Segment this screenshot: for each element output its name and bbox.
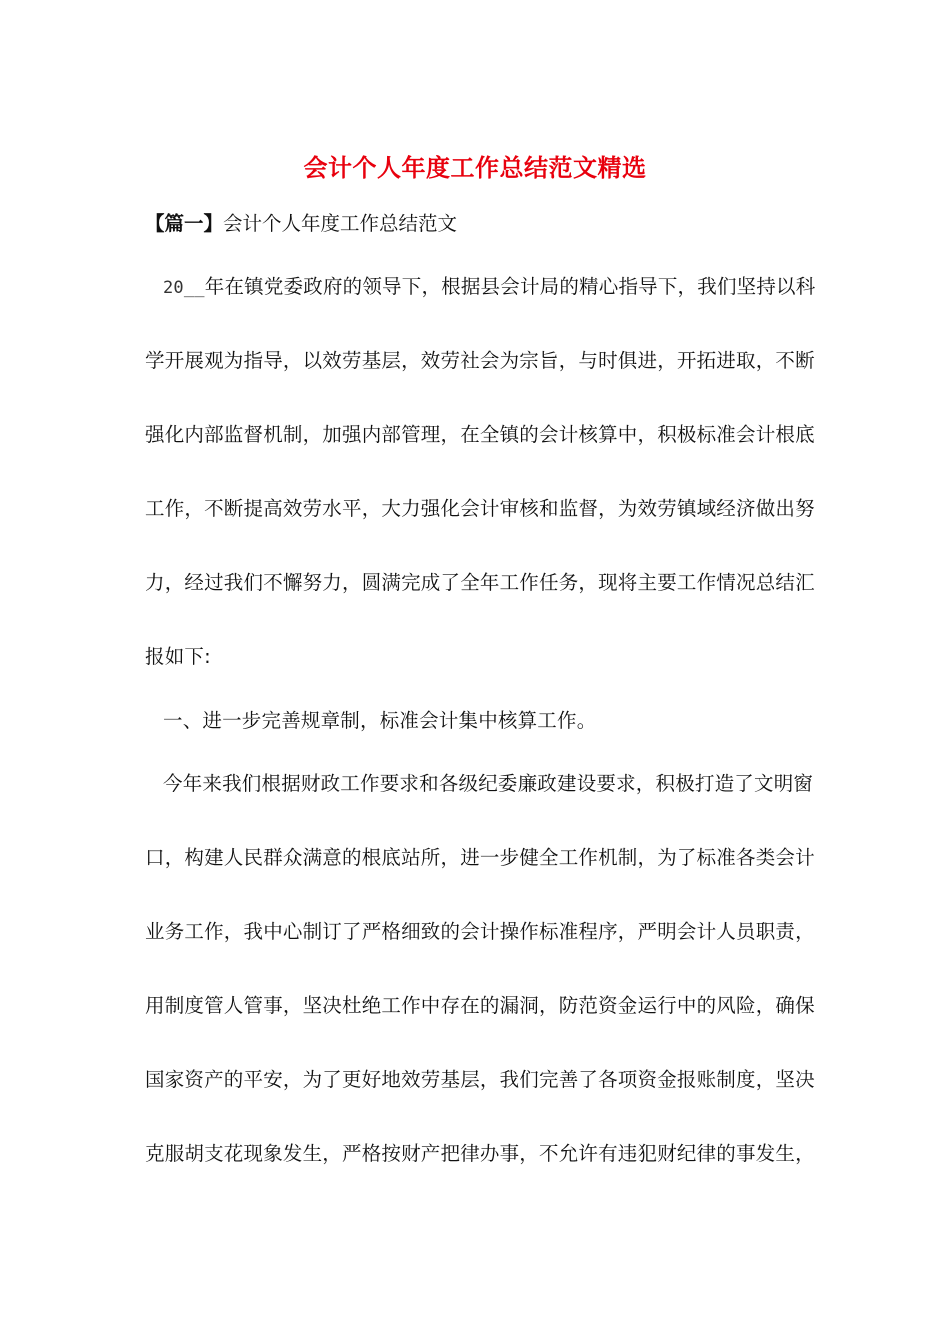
section-label: 【篇一】 bbox=[145, 212, 224, 235]
paragraph-line: 力，经过我们不懈努力，圆满完成了全年工作任务，现将主要工作情况总结汇 bbox=[145, 571, 815, 594]
section-heading-text: 会计个人年度工作总结范文 bbox=[223, 212, 458, 235]
paragraph-line: 用制度管人管事，坚决杜绝工作中存在的漏洞，防范资金运行中的风险，确保 bbox=[145, 994, 815, 1017]
paragraph-line: 强化内部监督机制，加强内部管理，在全镇的会计核算中，积极标准会计根底 bbox=[145, 423, 815, 446]
year-placeholder: 20__ bbox=[163, 278, 205, 298]
paragraph-line: 学开展观为指导，以效劳基层，效劳社会为宗旨，与时俱进，开拓进取，不断 bbox=[145, 349, 815, 372]
paragraph-line: 业务工作，我中心制订了严格细致的会计操作标准程序，严明会计人员职责， bbox=[145, 920, 815, 943]
section-heading bbox=[145, 207, 457, 241]
paragraph-line: 今年来我们根据财政工作要求和各级纪委廉政建设要求，积极打造了文明窗 bbox=[163, 772, 814, 795]
document-title: 会计个人年度工作总结范文精选 bbox=[303, 154, 647, 182]
paragraph-line: 报如下: bbox=[145, 645, 211, 668]
line-text: 年在镇党委政府的领导下，根据县会计局的精心指导下，我们坚持以科 bbox=[204, 275, 816, 298]
paragraph-line bbox=[145, 270, 823, 305]
paragraph-line: 工作，不断提高效劳水平，大力强化会计审核和监督，为效劳镇域经济做出努 bbox=[145, 497, 815, 520]
paragraph-line: 克服胡支花现象发生，严格按财产把律办事，不允许有违犯财纪律的事发生， bbox=[145, 1142, 815, 1165]
paragraph-line: 口，构建人民群众满意的根底站所，进一步健全工作机制，为了标准各类会计 bbox=[145, 846, 815, 869]
paragraph-line: 国家资产的平安，为了更好地效劳基层，我们完善了各项资金报账制度，坚决 bbox=[145, 1068, 815, 1091]
subheading-line: 一、进一步完善规章制，标准会计集中核算工作。 bbox=[163, 709, 597, 732]
